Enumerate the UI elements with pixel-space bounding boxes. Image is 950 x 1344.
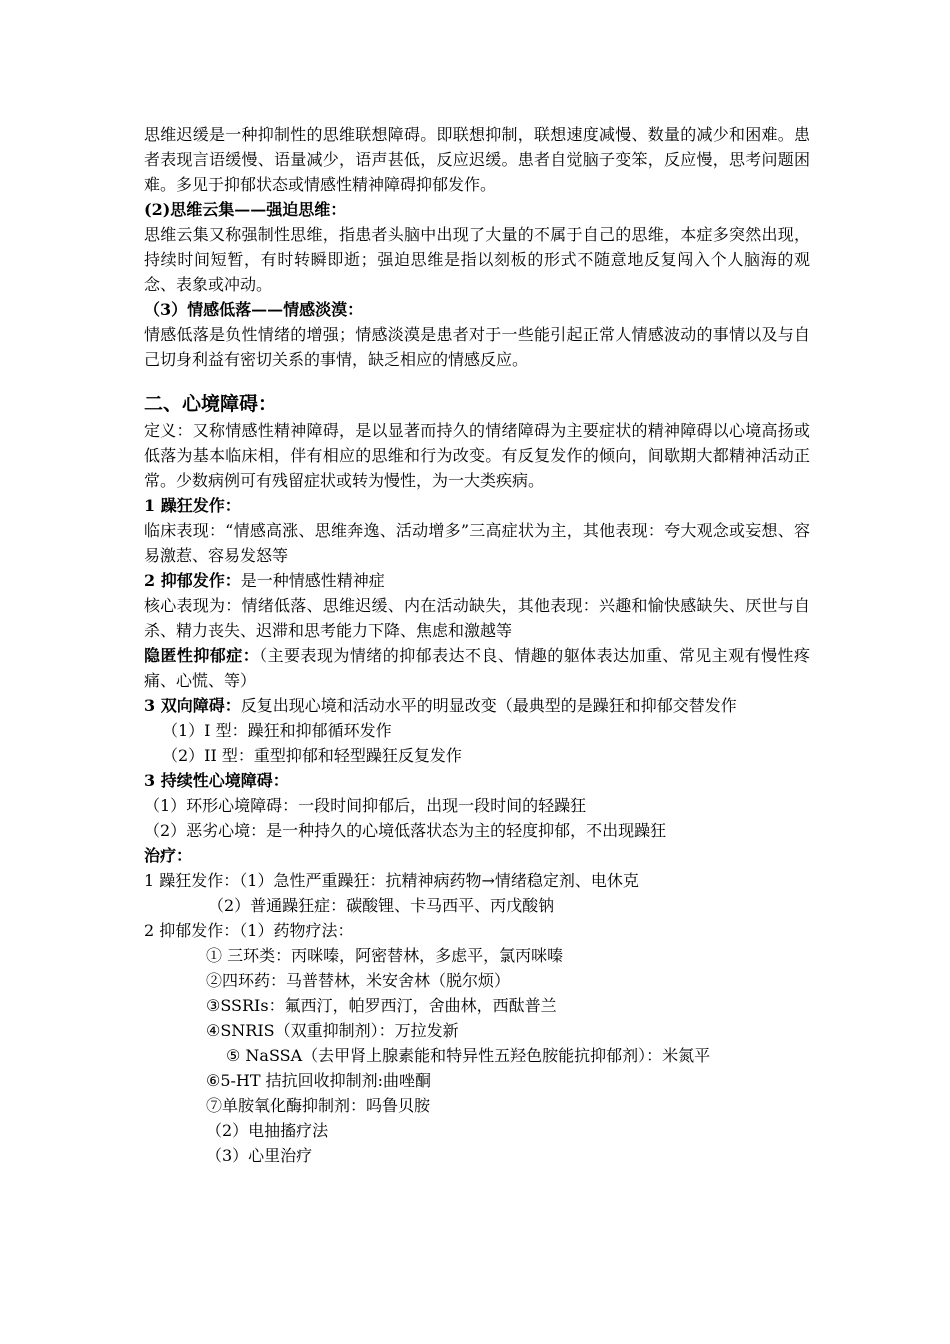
heading-depression-line [144, 568, 810, 593]
heading-depression: 2 抑郁发作： [144, 571, 241, 590]
paragraph-thought-crowding: 思维云集又称强制性思维，指患者头脑中出现了大量的不属于自己的思维，本症多突然出现，持续时间短暂，有时转瞬即逝；强迫思维是指以刻板的形式不随意地反复闯入个人脑海的观念、表象或冲动。 [144, 225, 810, 294]
paragraph-hidden-depression [144, 643, 810, 693]
drug-5ht: ⑥5-HT 拮抗回收抑制剂:曲唑酮 [206, 1071, 432, 1090]
list-item-bipolar-2: （2）II 型：重型抑郁和轻型躁狂反复发作 [162, 746, 462, 765]
drug-snri: ④SNRIS（双重抑制剂）：万拉发新 [206, 1021, 459, 1040]
text-hidden-depression: （主要表现为情绪的抑郁表达不良、情趣的躯体表达加重、常见主观有慢性疼痛、心慌、等） [144, 646, 810, 690]
heading-persistent: 3 持续性心境障碍： [144, 771, 289, 790]
treatment-depression: 2 抑郁发作：（1）药物疗法： [144, 921, 354, 940]
heading-emotion: （3）情感低落——情感淡漠： [144, 300, 364, 319]
therapy-ect: （2）电抽搐疗法 [206, 1121, 329, 1140]
heading-thought-crowding: (2)思维云集——强迫思维： [144, 200, 347, 219]
drug-tricyclic: ① 三环类：丙咪嗪，阿密替林，多虑平，氯丙咪嗪 [206, 946, 564, 965]
heading-depression-rest: 是一种情感性精神症 [240, 571, 385, 590]
list-item-persistent-2: （2）恶劣心境：是一种持久的心境低落状态为主的轻度抑郁，不出现躁狂 [144, 821, 667, 840]
text-bipolar: 反复出现心境和活动水平的明显改变（最典型的是躁狂和抑郁交替发作 [240, 696, 737, 715]
paragraph-thought-retardation: 思维迟缓是一种抑制性的思维联想障碍。即联想抑制，联想速度减慢、数量的减少和困难。患者表现言语缓慢、语量减少，语声甚低，反应迟缓。患者自觉脑子变笨，反应慢，思考问题困难。多见于抑郁状态或情感性精神障碍抑郁发作。 [144, 125, 810, 194]
list-item-persistent-1: （1）环形心境障碍：一段时间抑郁后，出现一段时间的轻躁狂 [144, 796, 587, 815]
paragraph-emotion: 情感低落是负性情绪的增强；情感淡漠是患者对于一些能引起正常人情感波动的事情以及与自己切身利益有密切关系的事情，缺乏相应的情感反应。 [144, 325, 810, 369]
drug-nassa: ⑤ NaSSA（去甲肾上腺素能和特异性五羟色胺能抗抑郁剂）：米氮平 [226, 1046, 711, 1065]
drug-tetracyclic: ②四环药：马普替林，米安舍林（脱尔烦） [206, 971, 511, 990]
therapy-psychological: （3）心里治疗 [206, 1146, 313, 1165]
paragraph-depression: 核心表现为：情绪低落、思维迟缓、内在活动缺失，其他表现：兴趣和愉快感缺失、厌世与自杀、精力丧失、迟滞和思考能力下降、焦虑和激越等 [144, 596, 810, 640]
heading-bipolar: 3 双向障碍： [144, 696, 241, 715]
heading-hidden-depression: 隐匿性抑郁症： [144, 646, 260, 665]
paragraph-definition: 定义：又称情感性精神障碍，是以显著而持久的情绪障碍为主要症状的精神障碍以心境高扬或低落为基本临床相，伴有相应的思维和行为改变。有反复发作的倾向，间歇期大都精神活动正常。少数病例可有残留症状或转为慢性，为一大类疾病。 [144, 421, 810, 490]
drug-ssri: ③SSRIs：氟西汀，帕罗西汀，舍曲林，西酞普兰 [206, 996, 557, 1015]
paragraph-mania: 临床表现：“情感高涨、思维奔逸、活动增多”三高症状为主，其他表现：夸大观念或妄想、容易激惹、容易发怒等 [144, 521, 810, 565]
list-item-bipolar-1: （1）I 型：躁狂和抑郁循环发作 [162, 721, 392, 740]
paragraph-bipolar [144, 693, 810, 718]
section-title-mood-disorder: 二、心境障碍： [144, 393, 278, 415]
treatment-mania-general: （2）普通躁狂症：碳酸锂、卡马西平、丙戊酸钠 [208, 896, 555, 915]
heading-mania: 1 躁狂发作： [144, 496, 241, 515]
drug-maoi: ⑦单胺氧化酶抑制剂：吗鲁贝胺 [206, 1096, 431, 1115]
document-page [144, 122, 810, 1168]
heading-treatment: 治疗： [144, 846, 193, 865]
treatment-mania: 1 躁狂发作：（1）急性严重躁狂：抗精神病药物→情绪稳定剂、电休克 [144, 871, 639, 890]
